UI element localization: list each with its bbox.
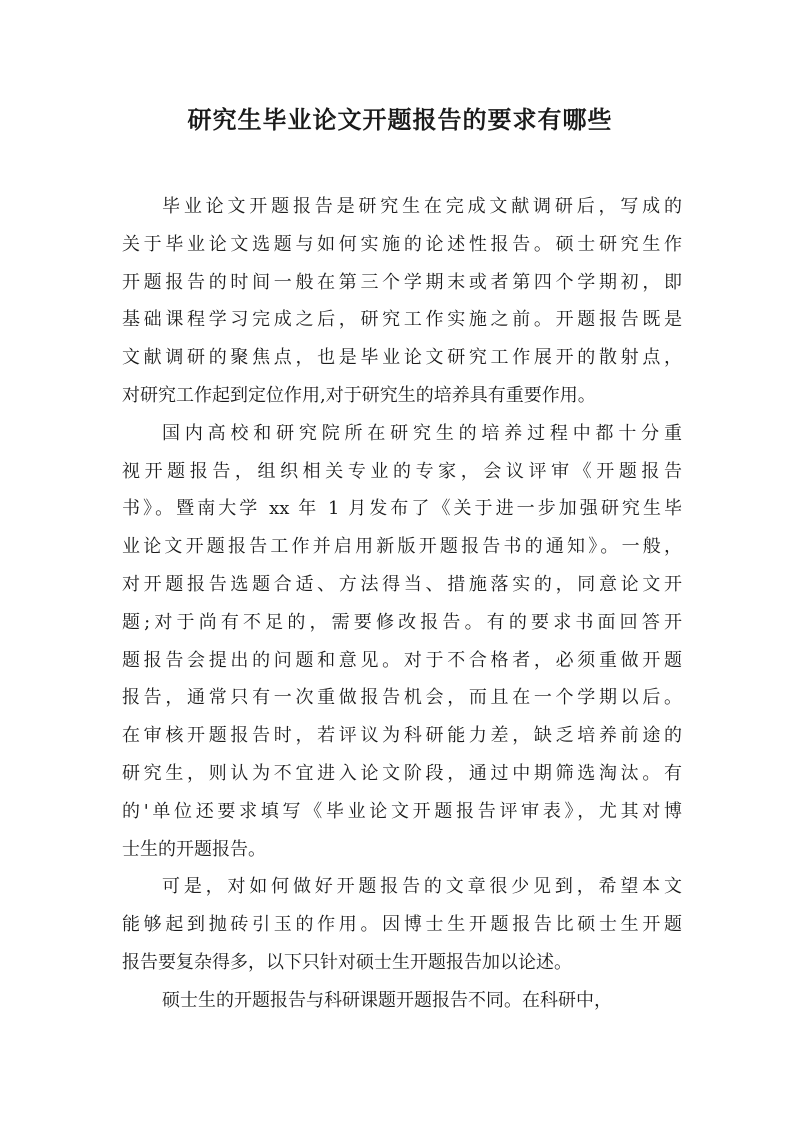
paragraph-line: 能够起到抛砖引玉的作用。因博士生开题报告比硕士生开题 xyxy=(122,914,682,936)
paragraph-line: 可是，对如何做好开题报告的文章很少见到，希望本文 xyxy=(162,876,682,898)
paragraph-line: 基础课程学习完成之后，研究工作实施之前。开题报告既是 xyxy=(122,309,682,331)
paragraph xyxy=(122,415,682,869)
paragraph-line: 报告要复杂得多，以下只针对硕士生开题报告加以论述。 xyxy=(122,951,572,973)
paragraph-line: 对开题报告选题合适、方法得当、措施落实的，同意论文开 xyxy=(122,573,682,595)
paragraph-line: 报告，通常只有一次重做报告机会，而且在一个学期以后。 xyxy=(122,687,682,709)
paragraph-line: 在审核开题报告时，若评议为科研能力差，缺乏培养前途的 xyxy=(122,725,682,747)
paragraph xyxy=(122,982,682,1020)
paragraph-line: 关于毕业论文选题与如何实施的论述性报告。硕士研究生作 xyxy=(122,233,682,255)
paragraph-line: 开题报告的时间一般在第三个学期末或者第四个学期初，即 xyxy=(122,271,682,293)
paragraph-line: 毕业论文开题报告是研究生在完成文献调研后，写成的 xyxy=(162,196,682,217)
paragraph-line: 文献调研的聚焦点，也是毕业论文研究工作展开的散射点， xyxy=(122,347,682,369)
paragraph-line: 的'单位还要求填写《毕业论文开题报告评审表》，尤其对博 xyxy=(122,800,682,822)
paragraph xyxy=(122,188,682,415)
paragraph-line: 对研究工作起到定位作用,对于研究生的培养具有重要作用。 xyxy=(122,384,596,406)
paragraph-line: 题报告会提出的问题和意见。对于不合格者，必须重做开题 xyxy=(122,649,682,671)
paragraph-line: 硕士生的开题报告与科研课题开题报告不同。在科研中， xyxy=(162,989,612,1011)
paragraph-line: 士生的开题报告。 xyxy=(122,838,266,860)
document-body xyxy=(122,188,682,1020)
paragraph-line: 国内高校和研究院所在研究生的培养过程中都十分重 xyxy=(162,422,682,444)
paragraph-line: 题;对于尚有不足的，需要修改报告。有的要求书面回答开 xyxy=(122,611,682,633)
paragraph xyxy=(122,868,682,981)
document-title: 研究生毕业论文开题报告的要求有哪些 xyxy=(187,106,613,134)
paragraph-line: 业论文开题报告工作并启用新版开题报告书的通知》。一般， xyxy=(122,536,682,558)
paragraph-line: 书》。暨南大学 xx 年 1 月发布了《关于进一步加强研究生毕 xyxy=(122,498,682,520)
paragraph-line: 视开题报告，组织相关专业的专家，会议评审《开题报告 xyxy=(122,460,682,482)
paragraph-line: 研究生，则认为不宜进入论文阶段，通过中期筛选淘汰。有 xyxy=(122,762,682,784)
